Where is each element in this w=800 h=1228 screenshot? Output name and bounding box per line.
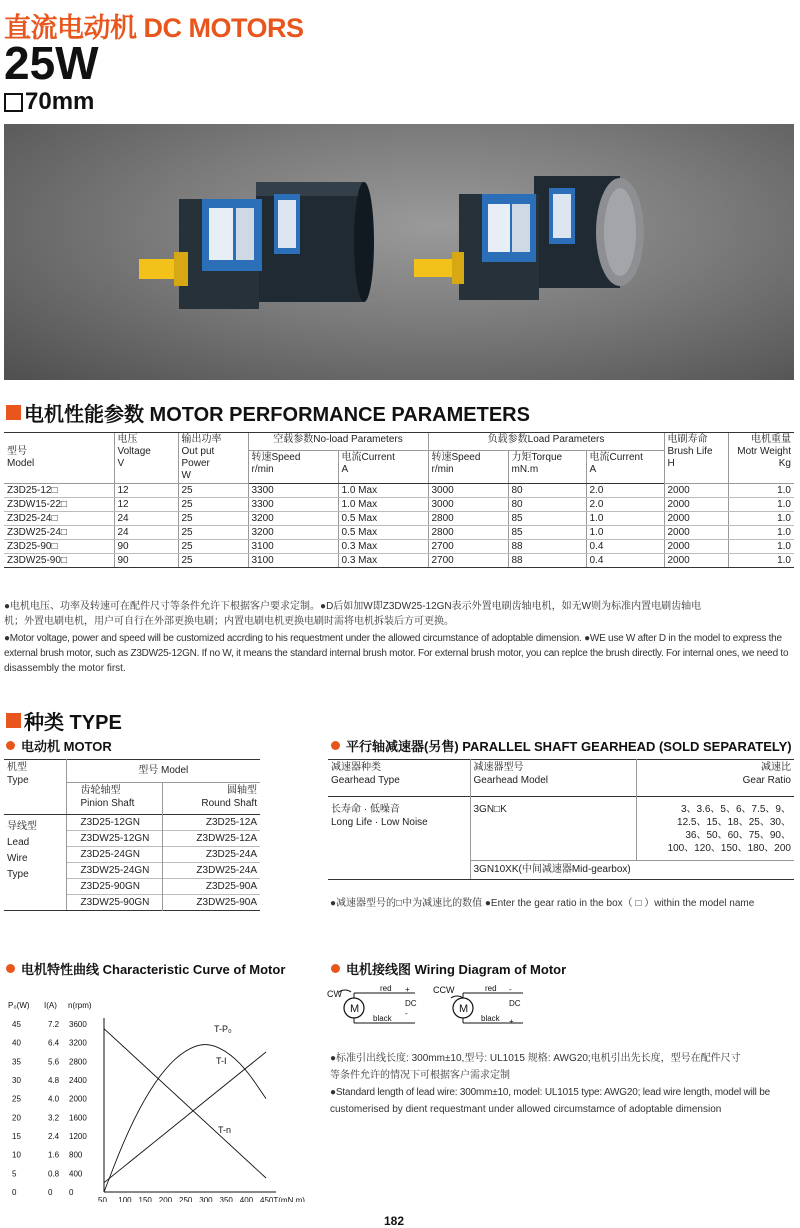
header-l-torque-unit: mN.m xyxy=(511,464,539,476)
y-tick-label: 3200 xyxy=(69,1038,87,1048)
note-cn-line-2: 机；外置电刷电机，用户可自行在外部更换电刷；内置电刷电机更换电刷时需将电机拆装后方可更换。 xyxy=(4,616,454,627)
type-label-en: Type xyxy=(7,775,29,786)
table-row xyxy=(4,554,794,568)
y-tick-label: 5.6 xyxy=(48,1057,60,1067)
table-row xyxy=(4,484,794,498)
table-cell: 2800 xyxy=(428,526,508,540)
header-output-unit: W xyxy=(181,470,191,481)
y-tick-label: 25 xyxy=(12,1094,21,1104)
table-cell: 85 xyxy=(508,512,586,526)
x-tick-label: 350 xyxy=(219,1196,233,1202)
performance-heading xyxy=(6,398,530,427)
gearhead-subheading xyxy=(331,736,792,755)
motor-subheading-text: 电动机 MOTOR xyxy=(21,739,112,754)
table-cell: 2000 xyxy=(664,484,728,498)
table-cell: 25 xyxy=(178,540,248,554)
type-heading xyxy=(6,706,122,735)
type-heading-text: 种类 TYPE xyxy=(24,712,122,734)
gear-type-value-cn: 长寿命 · 低噪音 xyxy=(331,804,400,815)
table-cell: 88 xyxy=(508,554,586,568)
table-cell: 2000 xyxy=(664,540,728,554)
table-cell: Z3D25-24□ xyxy=(4,512,114,526)
y-tick-label: 30 xyxy=(12,1076,21,1085)
table-cell: 25 xyxy=(178,498,248,512)
header-l-current-unit: A xyxy=(589,464,597,476)
lead-wire-line: 导线型 xyxy=(7,821,37,832)
header-brush-unit: H xyxy=(667,458,675,469)
table-cell: 1.0 xyxy=(728,554,794,568)
y-tick-label: 5 xyxy=(12,1169,17,1179)
minus-sign: - xyxy=(405,1009,408,1018)
y-axis-label: I(A) xyxy=(44,1001,57,1010)
cw-label: CW xyxy=(327,989,342,999)
pinion-model: Z3DW25-90GN xyxy=(66,895,162,911)
table-cell: 3200 xyxy=(248,512,338,526)
table-cell: 25 xyxy=(178,484,248,498)
type-label-cn: 机型 xyxy=(7,762,27,773)
table-cell: 24 xyxy=(114,512,178,526)
round-model: Z3D25-90A xyxy=(205,881,257,892)
table-cell: 1.0 xyxy=(728,526,794,540)
table-cell: 3300 xyxy=(248,498,338,512)
characteristic-chart-svg xyxy=(4,992,314,1202)
header-output-cn: 输出功率 xyxy=(181,434,222,445)
lead-wire-line: Wire xyxy=(7,853,28,864)
frame-size-value: 70mm xyxy=(25,88,95,115)
x-tick-label: 100 xyxy=(118,1196,132,1202)
table-cell: 2000 xyxy=(664,512,728,526)
header-l-torque: 力矩Torque xyxy=(511,452,563,464)
header-l-speed-unit: r/min xyxy=(431,464,454,476)
round-model: Z3D25-24A xyxy=(205,849,257,860)
table-cell: 90 xyxy=(114,540,178,554)
wiring-note-en-2: customerised by dient requestmant under allowed circumstamce of adoptable dimension xyxy=(330,1104,722,1115)
header-nl-speed-unit: r/min xyxy=(251,464,274,476)
performance-table xyxy=(4,432,794,568)
pinion-model: Z3DW25-12GN xyxy=(66,831,162,847)
y-tick-label: 2400 xyxy=(69,1076,87,1085)
table-cell: 3000 xyxy=(428,484,508,498)
y-tick-label: 20 xyxy=(12,1113,21,1123)
gear-ratio-line: 3、3.6、5、6、7.5、9、 xyxy=(680,804,791,815)
series-label: T-I xyxy=(216,1056,227,1066)
pinion-label-en: Pinion Shaft xyxy=(80,798,135,809)
table-cell: 25 xyxy=(178,512,248,526)
lead-wire-line: Lead xyxy=(7,837,30,848)
table-cell: 3100 xyxy=(248,540,338,554)
table-cell: Z3DW25-90□ xyxy=(4,554,114,568)
product-photo xyxy=(4,124,794,380)
y-tick-label: 7.2 xyxy=(48,1020,60,1029)
header-noload-group: 空载参数No-load Parameters xyxy=(248,433,428,451)
table-row xyxy=(4,526,794,540)
pinion-model: Z3D25-12GN xyxy=(66,815,162,831)
series-label: T-P₀ xyxy=(214,1024,232,1034)
note-cn-line-1: ●电机电压、功率及转速可在配件尺寸等条件允许下根据客户要求定制。●D后如加W即Z3DW25-12GN表示外置电刷齿轴电机，如无W则为标准内置电刷齿轴电 xyxy=(4,601,702,612)
orange-dot-icon xyxy=(6,741,15,750)
gear-model-label-en: Gearhead Model xyxy=(473,775,548,786)
table-cell: 0.3 Max xyxy=(338,554,428,568)
table-cell: 0.4 xyxy=(586,554,664,568)
power-rating: 25W xyxy=(4,37,99,89)
wiring-note-cn-1: ●标准引出线长度: 300mm±10,型号: UL1015 规格: AWG20;电机引出先长度，型号在配件尺寸 xyxy=(330,1053,741,1064)
table-cell: 2.0 xyxy=(586,484,664,498)
black-wire-label: black xyxy=(373,1014,392,1023)
orange-square-icon xyxy=(6,405,21,420)
frame-size xyxy=(4,88,94,116)
y-tick-label: 2000 xyxy=(69,1094,87,1104)
header-weight-cn: 电机重量 xyxy=(751,434,791,445)
page-number: 182 xyxy=(384,1214,405,1228)
y-tick-label: 2.4 xyxy=(48,1132,60,1141)
note-en-line-2: external brush motor, such as Z3DW25-12GN. If no W, it means the standard internal brush motor. For external brush motor, you can replce the brush directly. For internal ones, we need to xyxy=(4,648,789,659)
table-cell: 0.5 Max xyxy=(338,512,428,526)
table-cell: 1.0 Max xyxy=(338,484,428,498)
table-cell: 1.0 xyxy=(728,484,794,498)
gear-ratio-line: 36、50、60、75、90、 xyxy=(685,830,791,841)
y-tick-label: 40 xyxy=(12,1038,21,1048)
table-cell: 3200 xyxy=(248,526,338,540)
y-tick-label: 1200 xyxy=(69,1132,87,1141)
table-row xyxy=(4,498,794,512)
table-row xyxy=(4,512,794,526)
table-row xyxy=(4,540,794,554)
table-cell: 3000 xyxy=(428,498,508,512)
x-tick-label: 300 xyxy=(199,1196,213,1202)
red-wire-label: red xyxy=(380,984,392,993)
table-cell: 2.0 xyxy=(586,498,664,512)
gear-ratio-line: 100、120、150、180、200 xyxy=(667,843,791,854)
table-cell: 80 xyxy=(508,484,586,498)
gear-type-label-en: Gearhead Type xyxy=(331,775,400,786)
round-label-en: Round Shaft xyxy=(201,798,257,809)
table-row xyxy=(4,815,260,831)
table-cell: 24 xyxy=(114,526,178,540)
performance-notes xyxy=(4,599,798,676)
model-label: 型号 Model xyxy=(66,760,260,783)
motor-type-table xyxy=(4,759,260,911)
wiring-diagram xyxy=(325,980,535,1040)
wiring-notes xyxy=(330,1050,770,1118)
x-tick-label: 450T(mN.m) xyxy=(260,1196,305,1202)
y-tick-label: 800 xyxy=(69,1150,83,1160)
table-cell: 1.0 xyxy=(586,512,664,526)
header-nl-speed: 转速Speed xyxy=(251,452,301,464)
gear-model-label-cn: 减速器型号 xyxy=(473,762,524,773)
round-model: Z3DW25-90A xyxy=(196,897,257,908)
motor-subheading xyxy=(6,736,112,755)
round-model: Z3D25-12A xyxy=(205,817,257,828)
gear-note: ●减速器型号的□中为减速比的数值 ●Enter the gear ratio in the box（ □ ）within the model name xyxy=(330,898,755,909)
x-tick-label: 400 xyxy=(239,1196,254,1202)
series-line xyxy=(104,1052,266,1183)
plus-sign: + xyxy=(405,985,410,994)
x-tick-label: 200 xyxy=(158,1196,173,1202)
table-cell: 80 xyxy=(508,498,586,512)
table-cell: 0.5 Max xyxy=(338,526,428,540)
characteristic-chart xyxy=(4,992,314,1202)
table-cell: Z3D25-90□ xyxy=(4,540,114,554)
header-model-en: Model xyxy=(7,458,35,469)
header-weight-en: Motr Weight xyxy=(737,446,791,457)
header-l-speed: 转速Speed xyxy=(431,452,481,464)
table-cell: 2700 xyxy=(428,540,508,554)
table-cell: Z3D25-12□ xyxy=(4,484,114,498)
ccw-label: CCW xyxy=(433,985,455,995)
y-tick-label: 3600 xyxy=(69,1020,87,1029)
header-voltage-unit: V xyxy=(117,458,125,469)
y-tick-label: 4.8 xyxy=(48,1076,60,1085)
y-tick-label: 6.4 xyxy=(48,1038,60,1048)
motor-symbol: M xyxy=(459,1003,469,1015)
red-wire-label: red xyxy=(485,984,497,993)
y-tick-label: 1600 xyxy=(69,1113,87,1123)
table-cell: 2000 xyxy=(664,498,728,512)
y-tick-label: 10 xyxy=(12,1150,21,1160)
lead-wire-line: Type xyxy=(7,869,29,880)
series-line xyxy=(104,1045,266,1192)
mid-gearbox: 3GN10XK(中间减速器Mid-gearbox) xyxy=(473,864,631,875)
table-cell: 2700 xyxy=(428,554,508,568)
y-tick-label: 2800 xyxy=(69,1057,87,1067)
table-cell: 1.0 xyxy=(586,526,664,540)
round-model: Z3DW25-24A xyxy=(196,865,257,876)
table-cell: 3100 xyxy=(248,554,338,568)
round-label-cn: 圆轴型 xyxy=(227,785,257,796)
wiring-note-cn-2: 等条件允许的情况下可根据客户需求定制 xyxy=(330,1070,510,1081)
x-tick-label: 50 xyxy=(98,1196,107,1202)
table-cell: 1.0 xyxy=(728,512,794,526)
orange-dot-icon xyxy=(331,741,340,750)
header-load-group: 负载参数Load Parameters xyxy=(428,433,664,451)
wiring-note-en-1: ●Standard length of lead wire: 300mm±10, model: UL1015 type: AWG20; lead wire length, model will be xyxy=(330,1087,770,1098)
pinion-model: Z3DW25-24GN xyxy=(66,863,162,879)
page-title: 直流电动机 DC MOTORS xyxy=(4,13,304,43)
header-l-current: 电流Current xyxy=(589,452,643,464)
note-en-line-1: ●Motor voltage, power and speed will be customized accrding to his requestment under the allowed circumstance of adoptable dimension. ●WE use W after D in the model to express the xyxy=(4,633,782,644)
header-weight-unit: Kg xyxy=(778,458,791,469)
y-axis-label: n(rpm) xyxy=(68,1001,92,1010)
black-wire-label: black xyxy=(481,1014,500,1023)
table-cell: Z3DW25-24□ xyxy=(4,526,114,540)
y-tick-label: 0 xyxy=(69,1188,74,1197)
motor-symbol: M xyxy=(350,1003,360,1015)
header-model-cn: 型号 xyxy=(7,446,27,457)
round-model: Z3DW25-12A xyxy=(196,833,257,844)
table-cell: Z3DW15-22□ xyxy=(4,498,114,512)
y-tick-label: 0 xyxy=(12,1188,17,1197)
table-cell: 0.3 Max xyxy=(338,540,428,554)
pinion-model: Z3D25-90GN xyxy=(66,879,162,895)
header-nl-current: 电流Current xyxy=(341,452,395,464)
table-cell: 25 xyxy=(178,526,248,540)
header-nl-current-unit: A xyxy=(341,464,349,476)
table-cell: 12 xyxy=(114,484,178,498)
table-cell: 88 xyxy=(508,540,586,554)
table-cell: 12 xyxy=(114,498,178,512)
dc-label: DC xyxy=(509,999,521,1008)
y-tick-label: 0.8 xyxy=(48,1169,60,1179)
curve-heading xyxy=(6,959,285,978)
dc-label: DC xyxy=(405,999,417,1008)
note-en-line-3: disassembly the motor first. xyxy=(4,663,126,674)
table-cell: 2800 xyxy=(428,512,508,526)
y-tick-label: 35 xyxy=(12,1057,21,1067)
x-tick-label: 250 xyxy=(179,1196,193,1202)
series-label: T-n xyxy=(218,1125,232,1135)
orange-dot-icon xyxy=(331,964,340,973)
table-cell: 1.0 xyxy=(728,498,794,512)
gearhead-subheading-text: 平行轴减速器(另售) PARALLEL SHAFT GEARHEAD (SOLD SEPARATELY) xyxy=(346,739,792,754)
gear-ratio-label-cn: 减速比 xyxy=(761,762,791,773)
wiring-heading-text: 电机接线图 Wiring Diagram of Motor xyxy=(346,962,567,977)
right-motor xyxy=(414,176,644,300)
gear-ratio-line: 12.5、15、18、25、30、 xyxy=(677,817,791,828)
curve-heading-text: 电机特性曲线 Characteristic Curve of Motor xyxy=(21,962,286,977)
pinion-model: Z3D25-24GN xyxy=(66,847,162,863)
motors-illustration xyxy=(4,124,794,380)
x-tick-label: 150 xyxy=(138,1196,152,1202)
header-voltage-cn: 电压 xyxy=(117,434,138,445)
performance-heading-text: 电机性能参数 MOTOR PERFORMANCE PARAMETERS xyxy=(24,404,530,426)
wiring-heading xyxy=(331,959,566,978)
table-cell: 1.0 xyxy=(728,540,794,554)
table-cell: 2000 xyxy=(664,526,728,540)
table-cell: 85 xyxy=(508,526,586,540)
table-cell: 90 xyxy=(114,554,178,568)
minus-sign: - xyxy=(509,985,512,994)
orange-dot-icon xyxy=(6,964,15,973)
gear-model-value: 3GN□K xyxy=(470,797,636,861)
y-tick-label: 15 xyxy=(12,1132,21,1141)
header-output-en: Out put Power xyxy=(181,446,215,469)
pinion-label-cn: 齿轮轴型 xyxy=(80,785,121,796)
square-icon xyxy=(4,93,23,112)
table-cell: 2000 xyxy=(664,554,728,568)
gear-type-label-cn: 减速器种类 xyxy=(331,762,381,773)
header-voltage-en: Voltage xyxy=(117,446,151,457)
table-cell: 0.4 xyxy=(586,540,664,554)
orange-square-icon xyxy=(6,713,21,728)
gear-ratio-label-en: Gear Ratio xyxy=(742,775,791,786)
y-tick-label: 400 xyxy=(69,1169,83,1179)
plus-sign: + xyxy=(509,1017,514,1026)
gear-type-value-en: Long Life · Low Noise xyxy=(331,817,428,828)
y-tick-label: 0 xyxy=(48,1188,53,1197)
y-tick-label: 4.0 xyxy=(48,1094,60,1104)
gearhead-table xyxy=(328,759,794,880)
header-brush-cn: 电刷寿命 xyxy=(667,434,708,445)
lead-wire-label xyxy=(4,815,66,911)
y-axis-label: P₀(W) xyxy=(8,1001,30,1010)
left-motor xyxy=(139,182,374,309)
table-cell: 25 xyxy=(178,554,248,568)
ccw-diagram xyxy=(433,984,523,1026)
cw-diagram xyxy=(327,984,417,1023)
header-brush-en: Brush Life xyxy=(667,446,713,457)
y-tick-label: 45 xyxy=(12,1020,21,1029)
y-tick-label: 1.6 xyxy=(48,1150,60,1160)
table-cell: 1.0 Max xyxy=(338,498,428,512)
table-cell: 3300 xyxy=(248,484,338,498)
y-tick-label: 3.2 xyxy=(48,1113,60,1123)
